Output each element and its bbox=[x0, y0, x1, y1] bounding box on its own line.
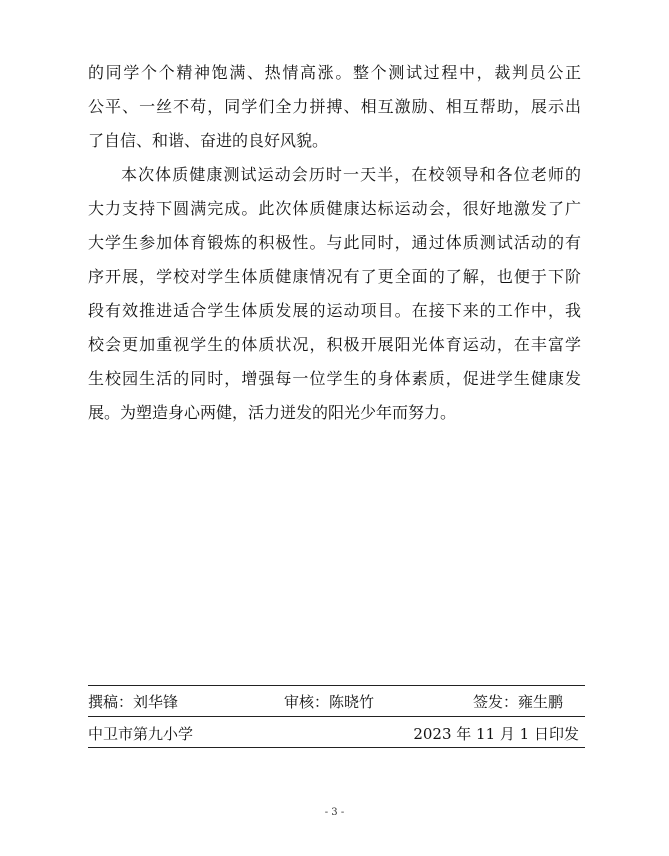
drafter-label: 撰稿：刘华锋 bbox=[88, 693, 179, 711]
paragraph-line: 的同学个个精神饱满、热情高涨。整个测试过程中，裁判员公正 bbox=[88, 63, 581, 82]
page-number: - 3 - bbox=[324, 807, 345, 818]
footer-middle-rule bbox=[88, 716, 585, 717]
signature-row bbox=[88, 690, 585, 714]
organization-name: 中卫市第九小学 bbox=[88, 725, 194, 743]
issuer-row bbox=[88, 722, 585, 746]
paragraph-line: 序开展，学校对学生体质健康情况有了更全面的了解，也便于下阶 bbox=[88, 267, 581, 286]
paragraph-line: 公平、一丝不苟，同学们全力拼搏、相互激励、相互帮助，展示出 bbox=[88, 97, 581, 116]
paragraph-line: 展。为塑造身心两健，活力迸发的阳光少年而努力。 bbox=[88, 403, 457, 422]
paragraph-line: 生校园生活的同时，增强每一位学生的身体素质，促进学生健康发 bbox=[88, 369, 581, 388]
paragraph-line: 段有效推进适合学生体质发展的运动项目。在接下来的工作中，我 bbox=[88, 301, 581, 320]
issuer-sign-label: 签发：雍生鹏 bbox=[473, 693, 564, 711]
footer-top-rule bbox=[88, 685, 585, 686]
paragraph-line: 大力支持下圆满完成。此次体质健康达标运动会，很好地激发了广 bbox=[88, 199, 581, 218]
reviewer-label: 审核：陈晓竹 bbox=[284, 693, 375, 711]
paragraph-line: 大学生参加体育锻炼的积极性。与此同时，通过体质测试活动的有 bbox=[88, 233, 581, 252]
issue-date: 2023 年 11 月 1 日印发 bbox=[413, 725, 579, 743]
paragraph-line: 了自信、和谐、奋进的良好风貌。 bbox=[88, 131, 329, 150]
footer-bottom-rule bbox=[88, 747, 585, 748]
paragraph-line: 本次体质健康测试运动会历时一天半，在校领导和各位老师的 bbox=[121, 165, 581, 184]
body-text bbox=[88, 56, 581, 430]
paragraph-line: 校会更加重视学生的体质状况，积极开展阳光体育运动，在丰富学 bbox=[88, 335, 581, 354]
